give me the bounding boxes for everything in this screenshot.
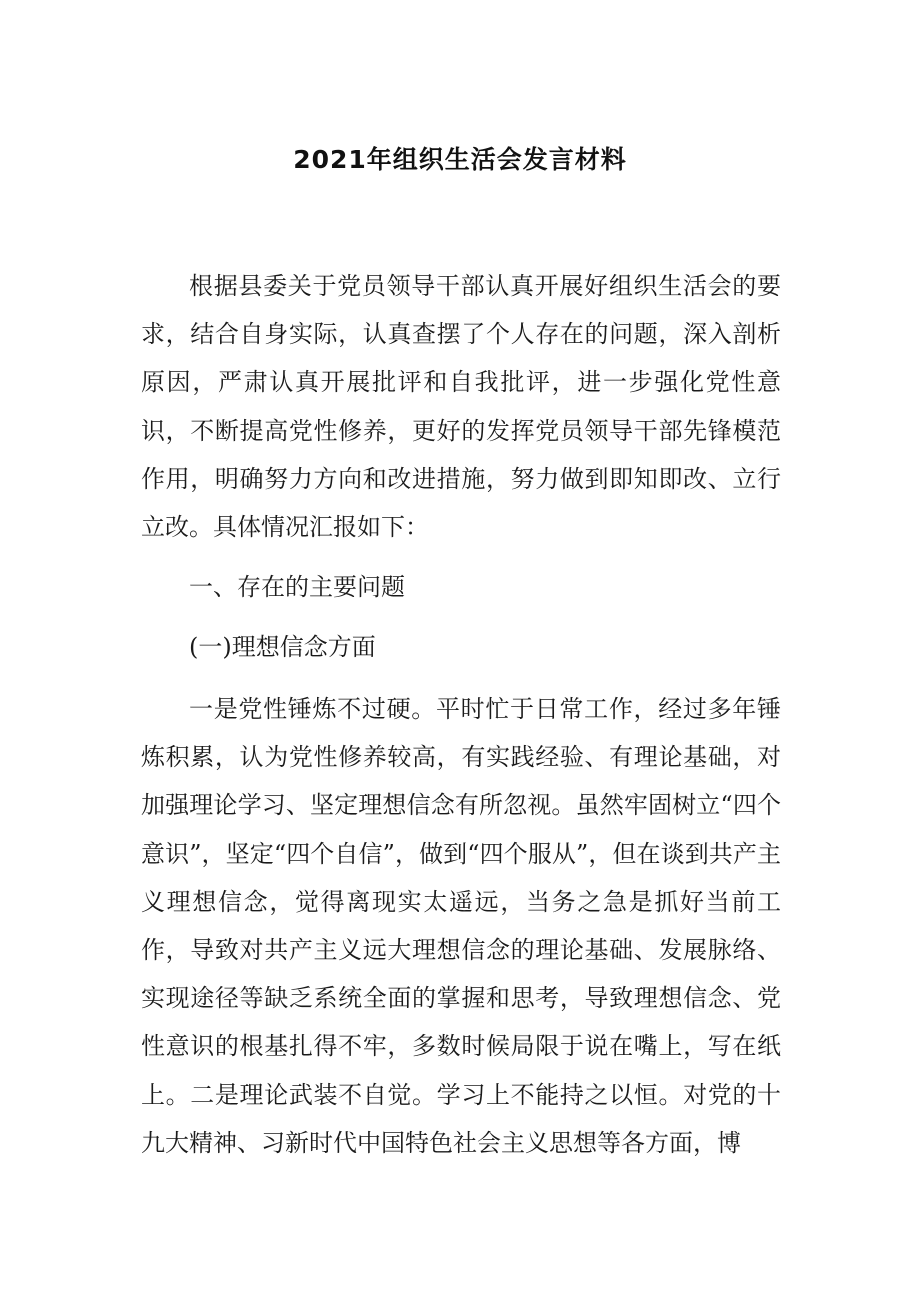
section-heading: 一、存在的主要问题: [189, 573, 405, 601]
subsection-heading: (一)理想信念方面: [189, 633, 376, 661]
document-title: 2021年组织生活会发言材料: [293, 145, 627, 174]
body-paragraph: 一是党性锤炼不过硬。平时忙于日常工作，经过多年锤炼积累，认为党性修养较高，有实践经验、有理论基础，对加强理论学习、坚定理想信念有所忽视。虽然牢固树立“四个意识”，坚定“四个自信”，做到“四个服从”，但在谈到共产主义理想信念，觉得离现实太遥远，当务之急是抓好当前工作，导致对共产主义远大理想信念的理论基础、发展脉络、实现途径等缺乏系统全面的掌握和思考，导致理想信念、党性意识的根基扎得不牢，多数时候局限于说在嘴上，写在纸上。二是理论武装不自觉。学习上不能持之以恒。对党的十九大精神、习新时代中国特色社会主义思想等各方面，博: [141, 695, 781, 1157]
intro-paragraph: 根据县委关于党员领导干部认真开展好组织生活会的要求，结合自身实际，认真查摆了个人存在的问题，深入剖析原因，严肃认真开展批评和自我批评，进一步强化党性意识，不断提高党性修养，更好的发挥党员领导干部先锋模范作用，明确努力方向和改进措施，努力做到即知即改、立行立改。具体情况汇报如下：: [141, 272, 781, 542]
